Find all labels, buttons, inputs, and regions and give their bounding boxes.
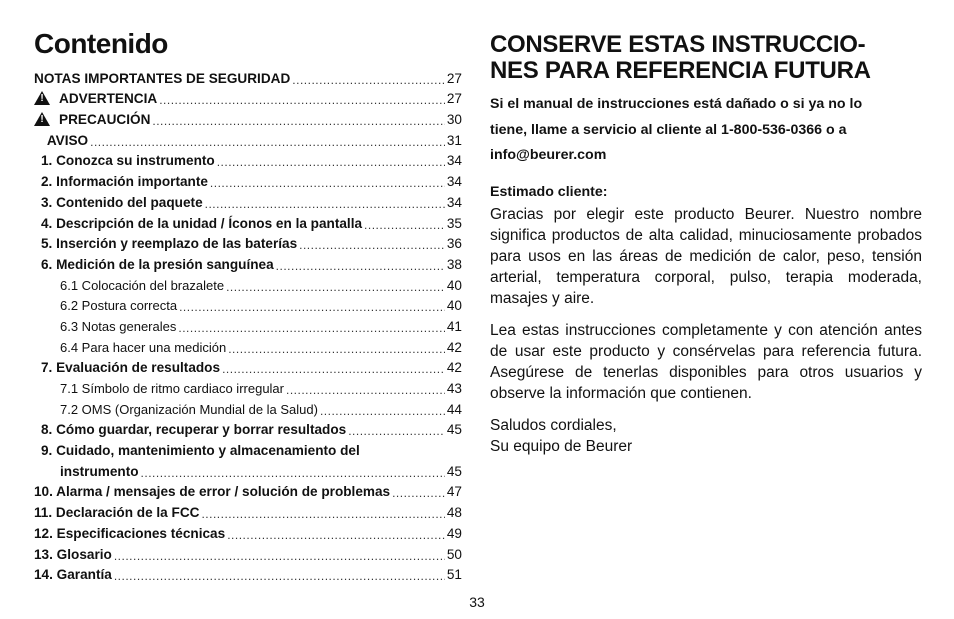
closing xyxy=(490,415,922,457)
toc-entry xyxy=(34,211,462,232)
toc-entry xyxy=(34,314,462,335)
table-of-contents xyxy=(34,26,462,583)
toc-entry-page: 45 xyxy=(446,422,462,438)
toc-entry-label: 12. Especificaciones técnicas xyxy=(34,525,226,541)
toc-entry-page: 50 xyxy=(446,546,462,562)
notice-line-2: tiene, llame a servicio al cliente al 1-800-536-0366 o a xyxy=(490,121,847,138)
toc-leader-dots xyxy=(159,93,445,107)
toc-leader-dots xyxy=(286,383,445,397)
toc-list xyxy=(34,66,462,583)
toc-entry-label: 13. Glosario xyxy=(34,546,112,562)
toc-entry-label: 11. Declaración de la FCC xyxy=(34,505,200,521)
closing-line-1: Saludos cordiales, xyxy=(490,416,617,434)
toc-entry-label: 7. Evaluación de resultados xyxy=(41,360,221,376)
toc-leader-dots xyxy=(205,197,445,211)
toc-entry-label: 5. Inserción y reemplazo de las baterías xyxy=(41,236,298,252)
toc-entry xyxy=(34,169,462,190)
toc-leader-dots xyxy=(114,549,445,563)
toc-leader-dots xyxy=(299,238,445,252)
toc-entry-label: 8. Cómo guardar, recuperar y borrar resultados xyxy=(41,422,347,438)
intro-paragraph: Gracias por elegir este producto Beurer. Nuestro nombre significa productos de alta calidad, minuciosamente probados para usos en las áreas de medición de calor, peso, tensión arterial, temperatura corporal, pulso, terapia moderada, masajes y aire. xyxy=(490,205,922,307)
toc-entry-page: 44 xyxy=(446,401,462,417)
toc-leader-dots xyxy=(392,486,445,500)
service-notice xyxy=(490,92,922,169)
notice-line-1: Si el manual de instrucciones está dañado o si ya no lo xyxy=(490,96,863,112)
toc-entry xyxy=(34,107,462,128)
toc-entry xyxy=(34,418,462,439)
toc-entry-page: 40 xyxy=(446,298,462,314)
toc-entry xyxy=(34,480,462,501)
toc-entry-label: AVISO xyxy=(46,132,89,148)
toc-entry-page: 47 xyxy=(446,484,462,500)
toc-entry-label: 9. Cuidado, mantenimiento y almacenamiento del xyxy=(41,443,360,459)
toc-leader-dots xyxy=(364,218,445,232)
toc-entry xyxy=(34,273,462,294)
toc-leader-dots xyxy=(292,73,445,87)
toc-entry-page: 41 xyxy=(446,318,462,334)
toc-entry xyxy=(34,459,462,480)
toc-entry-label: ADVERTENCIA xyxy=(59,91,158,107)
conserve-heading xyxy=(490,32,922,84)
toc-entry-page: 40 xyxy=(446,277,462,293)
toc-entry-page: 27 xyxy=(446,91,462,107)
toc-leader-dots xyxy=(276,259,445,273)
toc-entry xyxy=(34,335,462,356)
toc-leader-dots xyxy=(152,114,444,128)
toc-entry-label: 6. Medición de la presión sanguínea xyxy=(41,256,274,272)
toc-leader-dots xyxy=(348,424,445,438)
warning-icon: ! xyxy=(34,112,50,126)
toc-entry xyxy=(34,190,462,211)
toc-leader-dots xyxy=(178,321,445,335)
intro-column xyxy=(490,32,922,457)
page-number: 33 xyxy=(469,594,485,610)
toc-entry-label: 10. Alarma / mensajes de error / solución de problemas xyxy=(34,484,391,500)
toc-entry-label: 1. Conozca su instrumento xyxy=(41,153,215,169)
toc-leader-dots xyxy=(227,528,445,542)
greeting: Estimado cliente: xyxy=(490,183,608,200)
toc-leader-dots xyxy=(222,362,445,376)
toc-leader-dots xyxy=(228,342,445,356)
toc-entry-page: 30 xyxy=(446,112,462,128)
toc-entry xyxy=(34,356,462,377)
toc-entry-label: 2. Información importante xyxy=(41,174,208,190)
toc-entry-page: 45 xyxy=(446,463,462,479)
toc-entry-page: 51 xyxy=(446,567,462,583)
heading-line-2: NES PARA REFERENCIA FUTURA xyxy=(490,57,871,84)
toc-entry xyxy=(34,563,462,584)
toc-entry xyxy=(34,521,462,542)
notice-line-3: info@beurer.com xyxy=(490,147,607,163)
toc-entry xyxy=(34,232,462,253)
toc-entry xyxy=(34,376,462,397)
toc-entry-page: 36 xyxy=(446,236,462,252)
toc-leader-dots xyxy=(320,404,445,418)
toc-leader-dots xyxy=(141,466,445,480)
toc-entry-label: 7.1 Símbolo de ritmo cardiaco irregular xyxy=(60,381,284,396)
heading-line-1: CONSERVE ESTAS INSTRUCCIO- xyxy=(490,31,866,58)
toc-entry-label: instrumento xyxy=(60,463,139,479)
toc-entry-page: 27 xyxy=(446,70,462,86)
toc-leader-dots xyxy=(90,135,445,149)
toc-entry-label: NOTAS IMPORTANTES DE SEGURIDAD xyxy=(34,70,291,86)
toc-leader-dots xyxy=(210,176,445,190)
toc-entry-label: 6.2 Postura correcta xyxy=(60,298,178,314)
toc-entry-page: 42 xyxy=(446,339,462,355)
toc-entry-page: 34 xyxy=(446,174,462,190)
toc-entry xyxy=(34,294,462,315)
toc-entry-label: 3. Contenido del paquete xyxy=(41,194,203,210)
toc-leader-dots xyxy=(179,300,445,314)
toc-leader-dots xyxy=(201,507,444,521)
toc-entry-label: 14. Garantía xyxy=(34,567,112,583)
toc-entry xyxy=(34,149,462,170)
warning-icon: ! xyxy=(34,91,50,105)
toc-entry-label: 6.3 Notas generales xyxy=(60,318,177,334)
toc-entry-label: 7.2 OMS (Organización Mundial de la Salud) xyxy=(60,401,318,417)
toc-entry-page: 34 xyxy=(446,194,462,210)
toc-entry-page: 48 xyxy=(446,505,462,521)
toc-entry-page: 38 xyxy=(446,256,462,272)
toc-entry-label: 4. Descripción de la unidad / Íconos en la pantalla xyxy=(41,215,363,231)
toc-entry-page: 34 xyxy=(446,153,462,169)
toc-leader-dots xyxy=(226,280,445,294)
toc-entry xyxy=(34,397,462,418)
toc-entry-page: 35 xyxy=(446,215,462,231)
toc-entry-label: 6.4 Para hacer una medición xyxy=(60,339,227,355)
toc-leader-dots xyxy=(114,569,445,583)
toc-title: Contenido xyxy=(34,28,168,59)
toc-entry xyxy=(34,252,462,273)
toc-entry-page: 31 xyxy=(446,132,462,148)
toc-entry xyxy=(34,438,462,459)
toc-entry-page: 42 xyxy=(446,360,462,376)
toc-entry xyxy=(34,542,462,563)
toc-entry xyxy=(34,128,462,149)
instructions-paragraph: Lea estas instrucciones completamente y con atención antes de usar este producto y consérvelas para referencia futura. Asegúrese de tenerlas disponibles para otros usuarios y observe la información que contienen. xyxy=(490,321,922,402)
toc-leader-dots xyxy=(217,155,445,169)
closing-line-2: Su equipo de Beurer xyxy=(490,437,633,455)
toc-entry xyxy=(34,66,462,87)
toc-entry-page: 49 xyxy=(446,525,462,541)
toc-entry-page: 43 xyxy=(446,381,462,396)
toc-entry-label: PRECAUCIÓN xyxy=(59,112,151,128)
toc-entry xyxy=(34,87,462,108)
toc-entry-label: 6.1 Colocación del brazalete xyxy=(60,277,225,293)
toc-entry xyxy=(34,500,462,521)
